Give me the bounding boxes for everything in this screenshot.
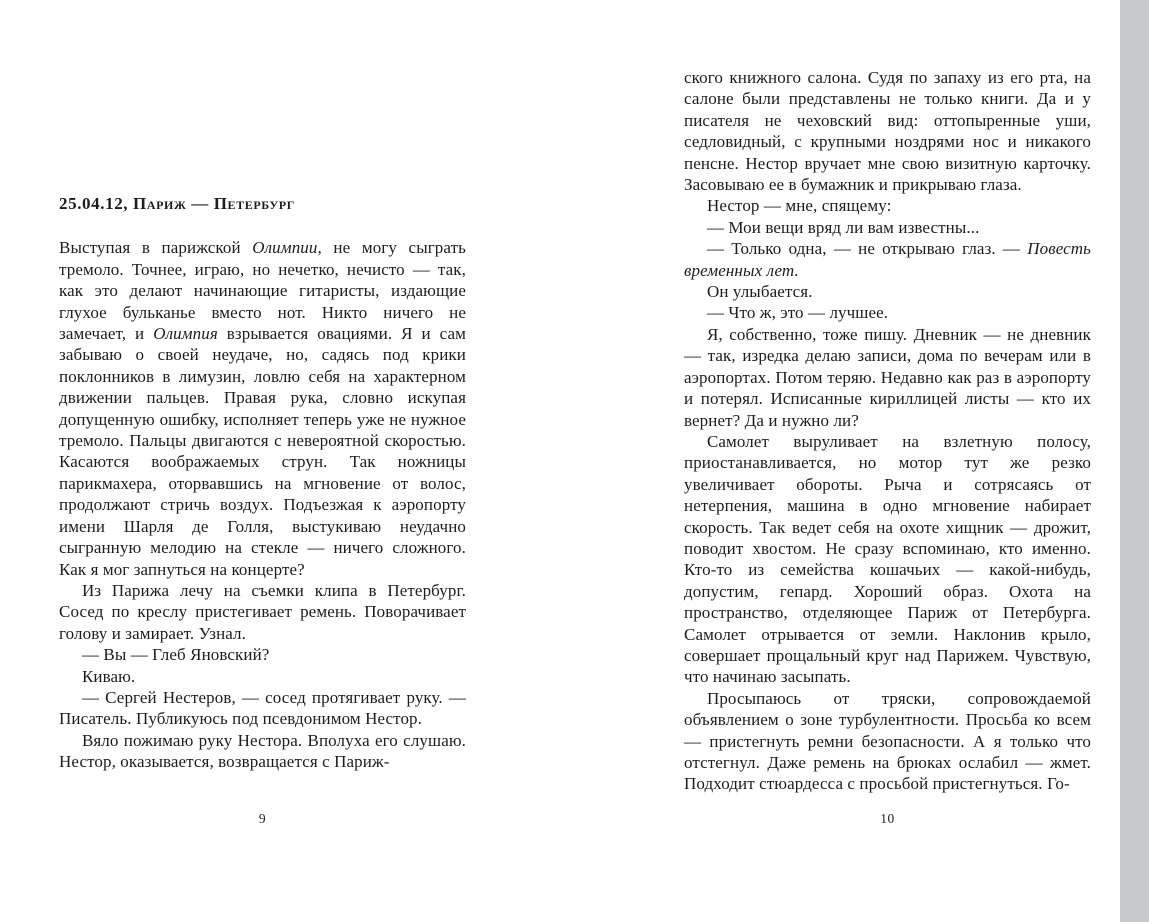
italic-text-segment: Повесть временных лет. xyxy=(684,239,1091,280)
page-number-right: 10 xyxy=(880,811,895,826)
paragraph xyxy=(684,302,1091,323)
page-left-paragraphs xyxy=(59,237,466,772)
page-number-left: 9 xyxy=(258,811,267,826)
text-segment: Я, собственно, тоже пишу. Дневник — не дневник — так, изредка делаю записи, дома по вечерам или в аэропортах. Потом теряю. Недавно как раз в аэропорту и потерял. Исписанные кириллицей листы — кто их вернет? Да и нужно ли? xyxy=(684,324,1091,430)
text-segment: — Только одна, — не открываю глаз. — xyxy=(706,239,1028,259)
text-segment: ского книжного салона. Судя по запаху из его рта, на салоне были представлены не только книги. Да и у писателя не чеховский вид: оттопыренные уши, седловидный, с крупными ноздрями нос и никакого пенсне. Нестор вручает мне свою визитную карточку. Засовываю ее в бумажник и прикрываю глаза. xyxy=(684,68,1091,195)
text-segment: — Сергей Нестеров, — сосед протягивает руку. — Писатель. Публикуюсь под псевдонимом Нестор. xyxy=(59,687,466,729)
chapter-heading: 25.04.12, Париж — Петербург xyxy=(59,194,295,213)
paragraph xyxy=(684,324,1091,431)
right-edge-strip xyxy=(1120,0,1149,922)
paragraph xyxy=(684,431,1091,688)
text-segment: — Вы — Глеб Яновский? xyxy=(81,645,270,665)
paragraph xyxy=(59,687,466,730)
text-segment: Самолет выруливает на взлетную полосу, приостанавливается, но мотор тут же резко увеличивает обороты. Рыча и сотрясаясь от нетерпения, машина в одно мгновение набирает скорость. Так ведет себя на охоте хищник — дрожит, поводит хвостом. Не сразу вспоминаю, кто именно. Кто-то из семейства кошачьих — какой-нибудь, допустим, гепард. Хороший образ. Охота на пространство, отделяющее Париж от Петербурга. Самолет отрывается от земли. Наклонив крыло, совершает прощальный круг над Парижем. Чувствую, что начинаю засыпать. xyxy=(684,431,1091,687)
paragraph xyxy=(684,688,1091,795)
text-segment: — Что ж, это — лучшее. xyxy=(706,303,889,323)
text-segment: Из Парижа лечу на съемки клипа в Петербург. Сосед по креслу пристегивает ремень. Поворачивает голову и замирает. Узнал. xyxy=(59,580,466,643)
text-segment: Киваю. xyxy=(81,666,136,686)
paragraph xyxy=(59,580,466,644)
page-right-text-column xyxy=(684,67,1091,795)
paragraph xyxy=(684,195,1091,216)
text-segment: Просыпаюсь от тряски, сопровождаемой объявлением о зоне турбулентности. Просьба ко всем — пристегнуть ремни безопасности. А я только что отстегнул. Даже ремень на брюках ослабил — жмет. Подходит стюардесса с просьбой пристегнуться. Го- xyxy=(684,688,1091,794)
paragraph xyxy=(59,644,466,665)
text-segment: , не могу сыграть тремоло. Точнее, играю, но нечетко, нечисто — так, как это делают начинающие гитаристы, издающие глухое бульканье вместо нот. Никто ничего не замечает, и xyxy=(59,238,466,344)
text-segment: — Мои вещи вряд ли вам известны... xyxy=(706,217,980,237)
page-right-paragraphs xyxy=(684,67,1091,795)
text-segment: Нестор — мне, спящему: xyxy=(706,196,892,216)
paragraph xyxy=(59,666,466,687)
paragraph xyxy=(684,67,1091,195)
paragraph xyxy=(684,281,1091,302)
paragraph xyxy=(59,730,466,773)
page-left-text-column xyxy=(59,193,466,773)
paragraph xyxy=(59,237,466,580)
paragraph xyxy=(684,217,1091,238)
paragraph xyxy=(684,238,1091,281)
text-segment: Выступая в парижской xyxy=(59,238,253,258)
text-segment: Он улыбается. xyxy=(706,282,813,302)
text-segment: Вяло пожимаю руку Нестора. Вполуха его слушаю. Нестор, оказывается, возвращается с Париж- xyxy=(59,730,466,772)
italic-text-segment: Олимпия xyxy=(153,324,218,344)
italic-text-segment: Олимпии xyxy=(252,238,318,258)
text-segment: взрывается овациями. Я и сам забываю о своей неудаче, но, садясь под крики поклонников в лимузин, ловлю себя на характерном движении пальцев. Правая рука, словно искупая допущенную ошибку, исполняет теперь уже не нужное тремоло. Пальцы двигаются с невероятной скоростью. Касаются воображаемых струн. Так ножницы парикмахера, оторвавшись на мгновение от волос, продолжают стричь воздух. Подъезжая к аэропорту имени Шарля де Голля, выстукиваю неудачно сыгранную мелодию на стекле — ничего сложного. Как я мог запнуться на концерте? xyxy=(59,324,467,579)
